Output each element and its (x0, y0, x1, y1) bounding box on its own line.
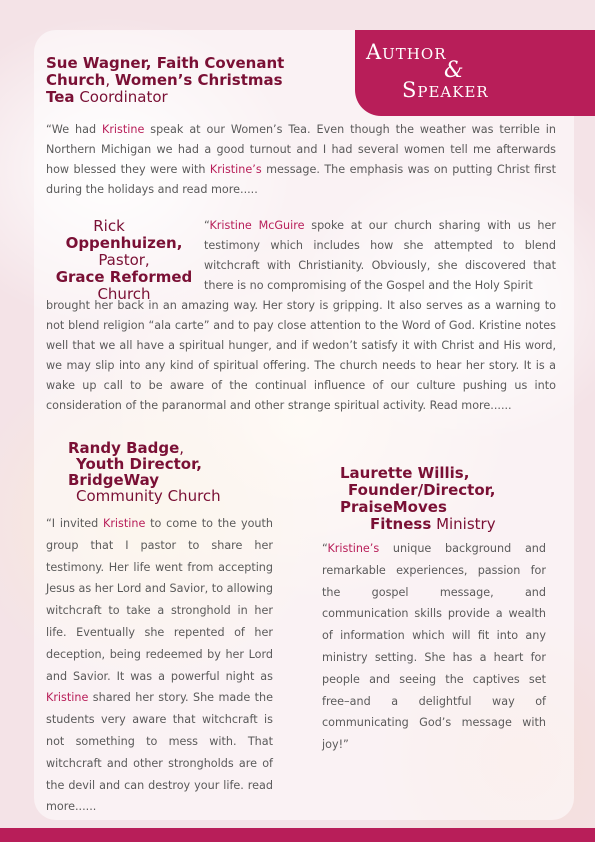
page-title (360, 36, 560, 114)
footer-band (0, 828, 595, 842)
quote-text: speak at our Women’s Tea. Even though the weather was terrible in Northern Michigan we had a good turnout and I had several women tell me afterwards how blessed they were with (46, 123, 557, 176)
quote-text: spoke at our church sharing with us her testimony which includes how she attempted to blend witchcraft with Christianity. Obviously, she discovered that there is no compromising of the Gospel and the Holy Spirit (204, 219, 556, 292)
testimonial-3-attribution (46, 440, 276, 504)
attribution-name: Randy Badge (68, 439, 180, 457)
testimonial-1-quote (46, 120, 556, 200)
testimonial-3-quote (46, 513, 273, 818)
quote-text: unique background and remarkable experiences, passion for the gospel message, and communication skills provide a wealth of information which will fit into any ministry setting. She has a heart for people and seeing the captives set free–and a delightful way of communicating God’s message with joy!” (322, 542, 546, 752)
kristine-name: Kristine (101, 123, 145, 136)
quote-text: “We had (46, 123, 102, 136)
attribution-role: Pastor, (98, 251, 150, 269)
attribution-church: BridgeWay (68, 471, 160, 489)
kristine-name: Kristine’s (209, 163, 262, 176)
attribution-name: Laurette Willis, (340, 464, 470, 482)
attribution-role: Founder/Director, (348, 481, 496, 499)
attribution-first-name: Rick (93, 217, 125, 235)
attribution-church-suffix: Church (97, 285, 151, 303)
testimonial-2-quote-bottom: brought her back in an amazing way. Her story is gripping. It also serves as a warning to not blend religion “ala carte” and to pay close attention to the Word of God. Kristine notes well that we all have a spiritual hunger, and if wedon’t satisfy it with Christ and His word, we may slip into any kind of spiritual offering. The church needs to hear her story. It is a wake up call to be aware of the continual influence of our culture pushing us into consideration of the paranormal and other strange spiritual activity. Read more...... (46, 299, 556, 412)
quote-text: “ (204, 219, 210, 232)
attribution-ministry: Ministry (436, 515, 496, 533)
kristine-name: Kristine (103, 517, 146, 530)
kristine-name: Kristine (46, 691, 89, 705)
quote-text: “I invited (46, 517, 103, 530)
quote-text: “ (322, 542, 328, 555)
attribution-church-suffix: Community Church (76, 487, 221, 505)
testimonial-1-attribution (46, 55, 316, 106)
attribution-role: Youth Director, (76, 455, 202, 473)
testimonial-4-attribution (322, 465, 558, 533)
quote-text: shared her story. She made the students very aware that witchcraft is not something to mess with. That witchcraft and other strongholds are of the devil and can destroy your life. read more...... (46, 691, 273, 814)
kristine-name: Kristine’s (327, 542, 380, 555)
title-author: Author (366, 40, 447, 64)
testimonial-4-quote (322, 538, 546, 756)
quote-text: to come to the youth group that I pastor to share her testimony. Her life went from accepting Jesus as her Lord and Savior, to allowing witchcraft to take a stronghold in her life. Eventually she repented of her deception, being redeemed by her Lord and Savior. It was a powerful night as (46, 517, 273, 683)
testimonial-2-attribution (46, 218, 202, 303)
attribution-name: Sue Wagner, Faith Covenant Church (46, 54, 285, 89)
attribution-last-name: Oppenhuizen, (65, 234, 183, 252)
title-speaker: Speaker (402, 78, 489, 102)
kristine-name: Kristine McGuire (209, 219, 305, 232)
title-ampersand: & (444, 58, 464, 83)
attribution-organization: PraiseMoves (340, 498, 447, 516)
attribution-role: Coordinator (79, 88, 168, 106)
attribution-organization-2: Fitness (370, 515, 432, 533)
quote-text: message. The emphasis was on putting Christ first during the holidays and read more..... (46, 163, 556, 196)
attribution-comma: , (105, 71, 111, 89)
attribution-comma: , (179, 439, 185, 457)
attribution-event: Women’s Christmas Tea (46, 71, 283, 106)
attribution-church: Grace Reformed (55, 268, 193, 286)
testimonial-2-quote-top (204, 216, 556, 296)
